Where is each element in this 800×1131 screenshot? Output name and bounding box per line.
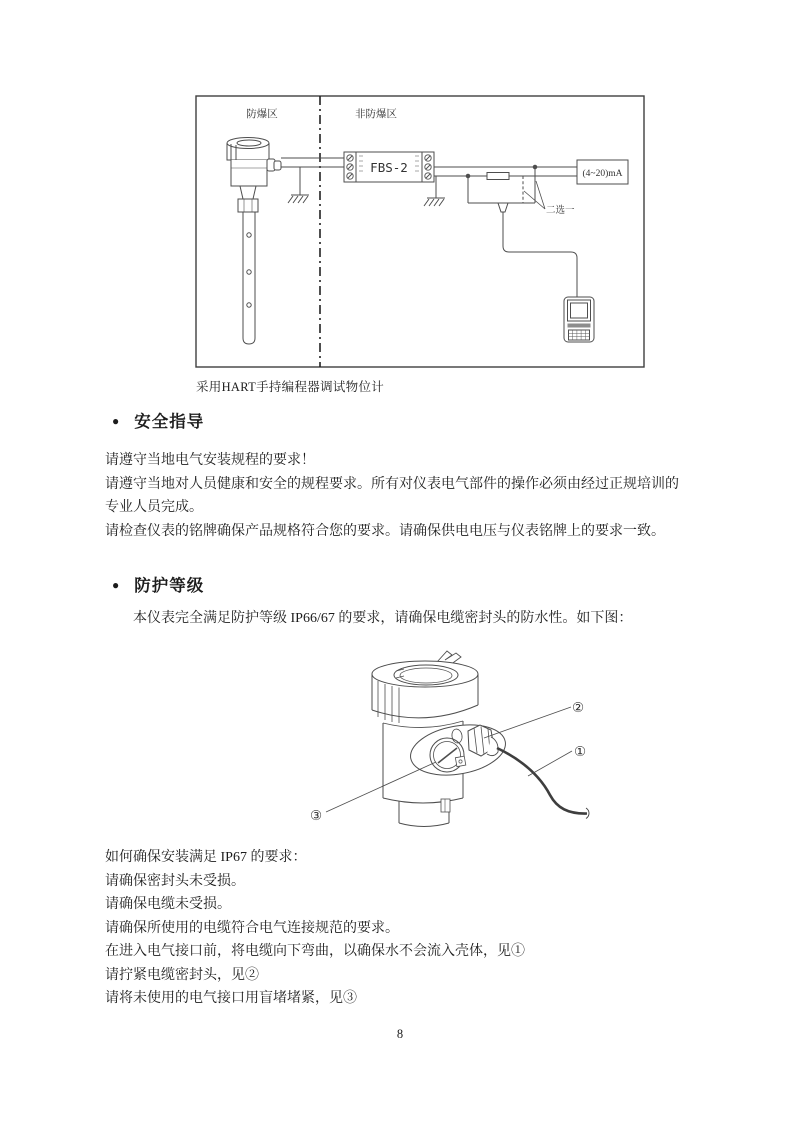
figure-caption: 采用HART手持编程器调试物位计 [196, 380, 385, 394]
callout-3: ③ [310, 808, 323, 823]
loop-wires-right [434, 165, 577, 297]
ma-meter-label: (4~20)mA [582, 169, 623, 179]
level-meter [227, 138, 281, 345]
safety-barrier [344, 152, 434, 182]
paragraph-line: 请检查仪表的铭牌确保产品规格符合您的要求。请确保供电电压与仪表铭牌上的要求一致。 [105, 523, 665, 539]
section-title: 防护等级 [134, 576, 205, 595]
section-heading-protection [112, 572, 204, 596]
paragraph-line: 请确保电缆未受损。 [105, 897, 231, 912]
paragraph-line: 请遵守当地电气安装规程的要求！ [105, 453, 315, 468]
hart-communicator [564, 297, 594, 342]
ip-housing-figure [280, 640, 600, 850]
paragraph-line: 请确保密封头未受损。 [105, 873, 245, 889]
bullet-icon: ● [112, 414, 120, 428]
bullet-icon: ● [112, 578, 120, 592]
paragraph-line: 如何确保安装满足 IP67 的要求： [105, 850, 307, 865]
hart-wiring-figure [190, 90, 655, 375]
callout-2: ② [572, 700, 585, 715]
callout-1: ① [574, 744, 587, 759]
protection-intro: 本仪表完全满足防护等级 IP66/67 的要求，请确保电缆密封头的防水性。如下图： [133, 611, 633, 626]
section-heading-safety [112, 408, 204, 432]
load-resistor [487, 173, 509, 180]
page-number: 8 [396, 1027, 404, 1041]
paragraph-line: 请遵守当地对人员健康和安全的规程要求。所有对仪表电气部件的操作必须由经过正规培训的 [105, 476, 679, 492]
paragraph-line: 请拧紧电缆密封头，见② [105, 967, 259, 983]
choose-one-label: 二选一 [546, 206, 575, 216]
paragraph-line: 在进入电气接口前，将电缆向下弯曲，以确保水不会流入壳体，见① [105, 944, 525, 959]
loop-wires-left [281, 158, 344, 195]
zone-hazard-label: 防爆区 [246, 109, 278, 120]
safety-paragraphs [105, 449, 679, 543]
paragraph-line: 请将未使用的电气接口用盲堵堵紧，见③ [105, 991, 357, 1006]
zone-safe-label: 非防爆区 [355, 109, 397, 120]
protection-paragraphs [105, 846, 525, 1011]
barrier-label: FBS-2 [370, 160, 408, 175]
section-title: 安全指导 [134, 412, 205, 431]
choose-one-callout [524, 181, 575, 216]
paragraph-line: 请确保所使用的电缆符合电气连接规范的要求。 [105, 920, 399, 936]
ground-icon [288, 195, 309, 203]
ma-meter [577, 160, 628, 184]
paragraph-line: 专业人员完成。 [105, 500, 203, 515]
